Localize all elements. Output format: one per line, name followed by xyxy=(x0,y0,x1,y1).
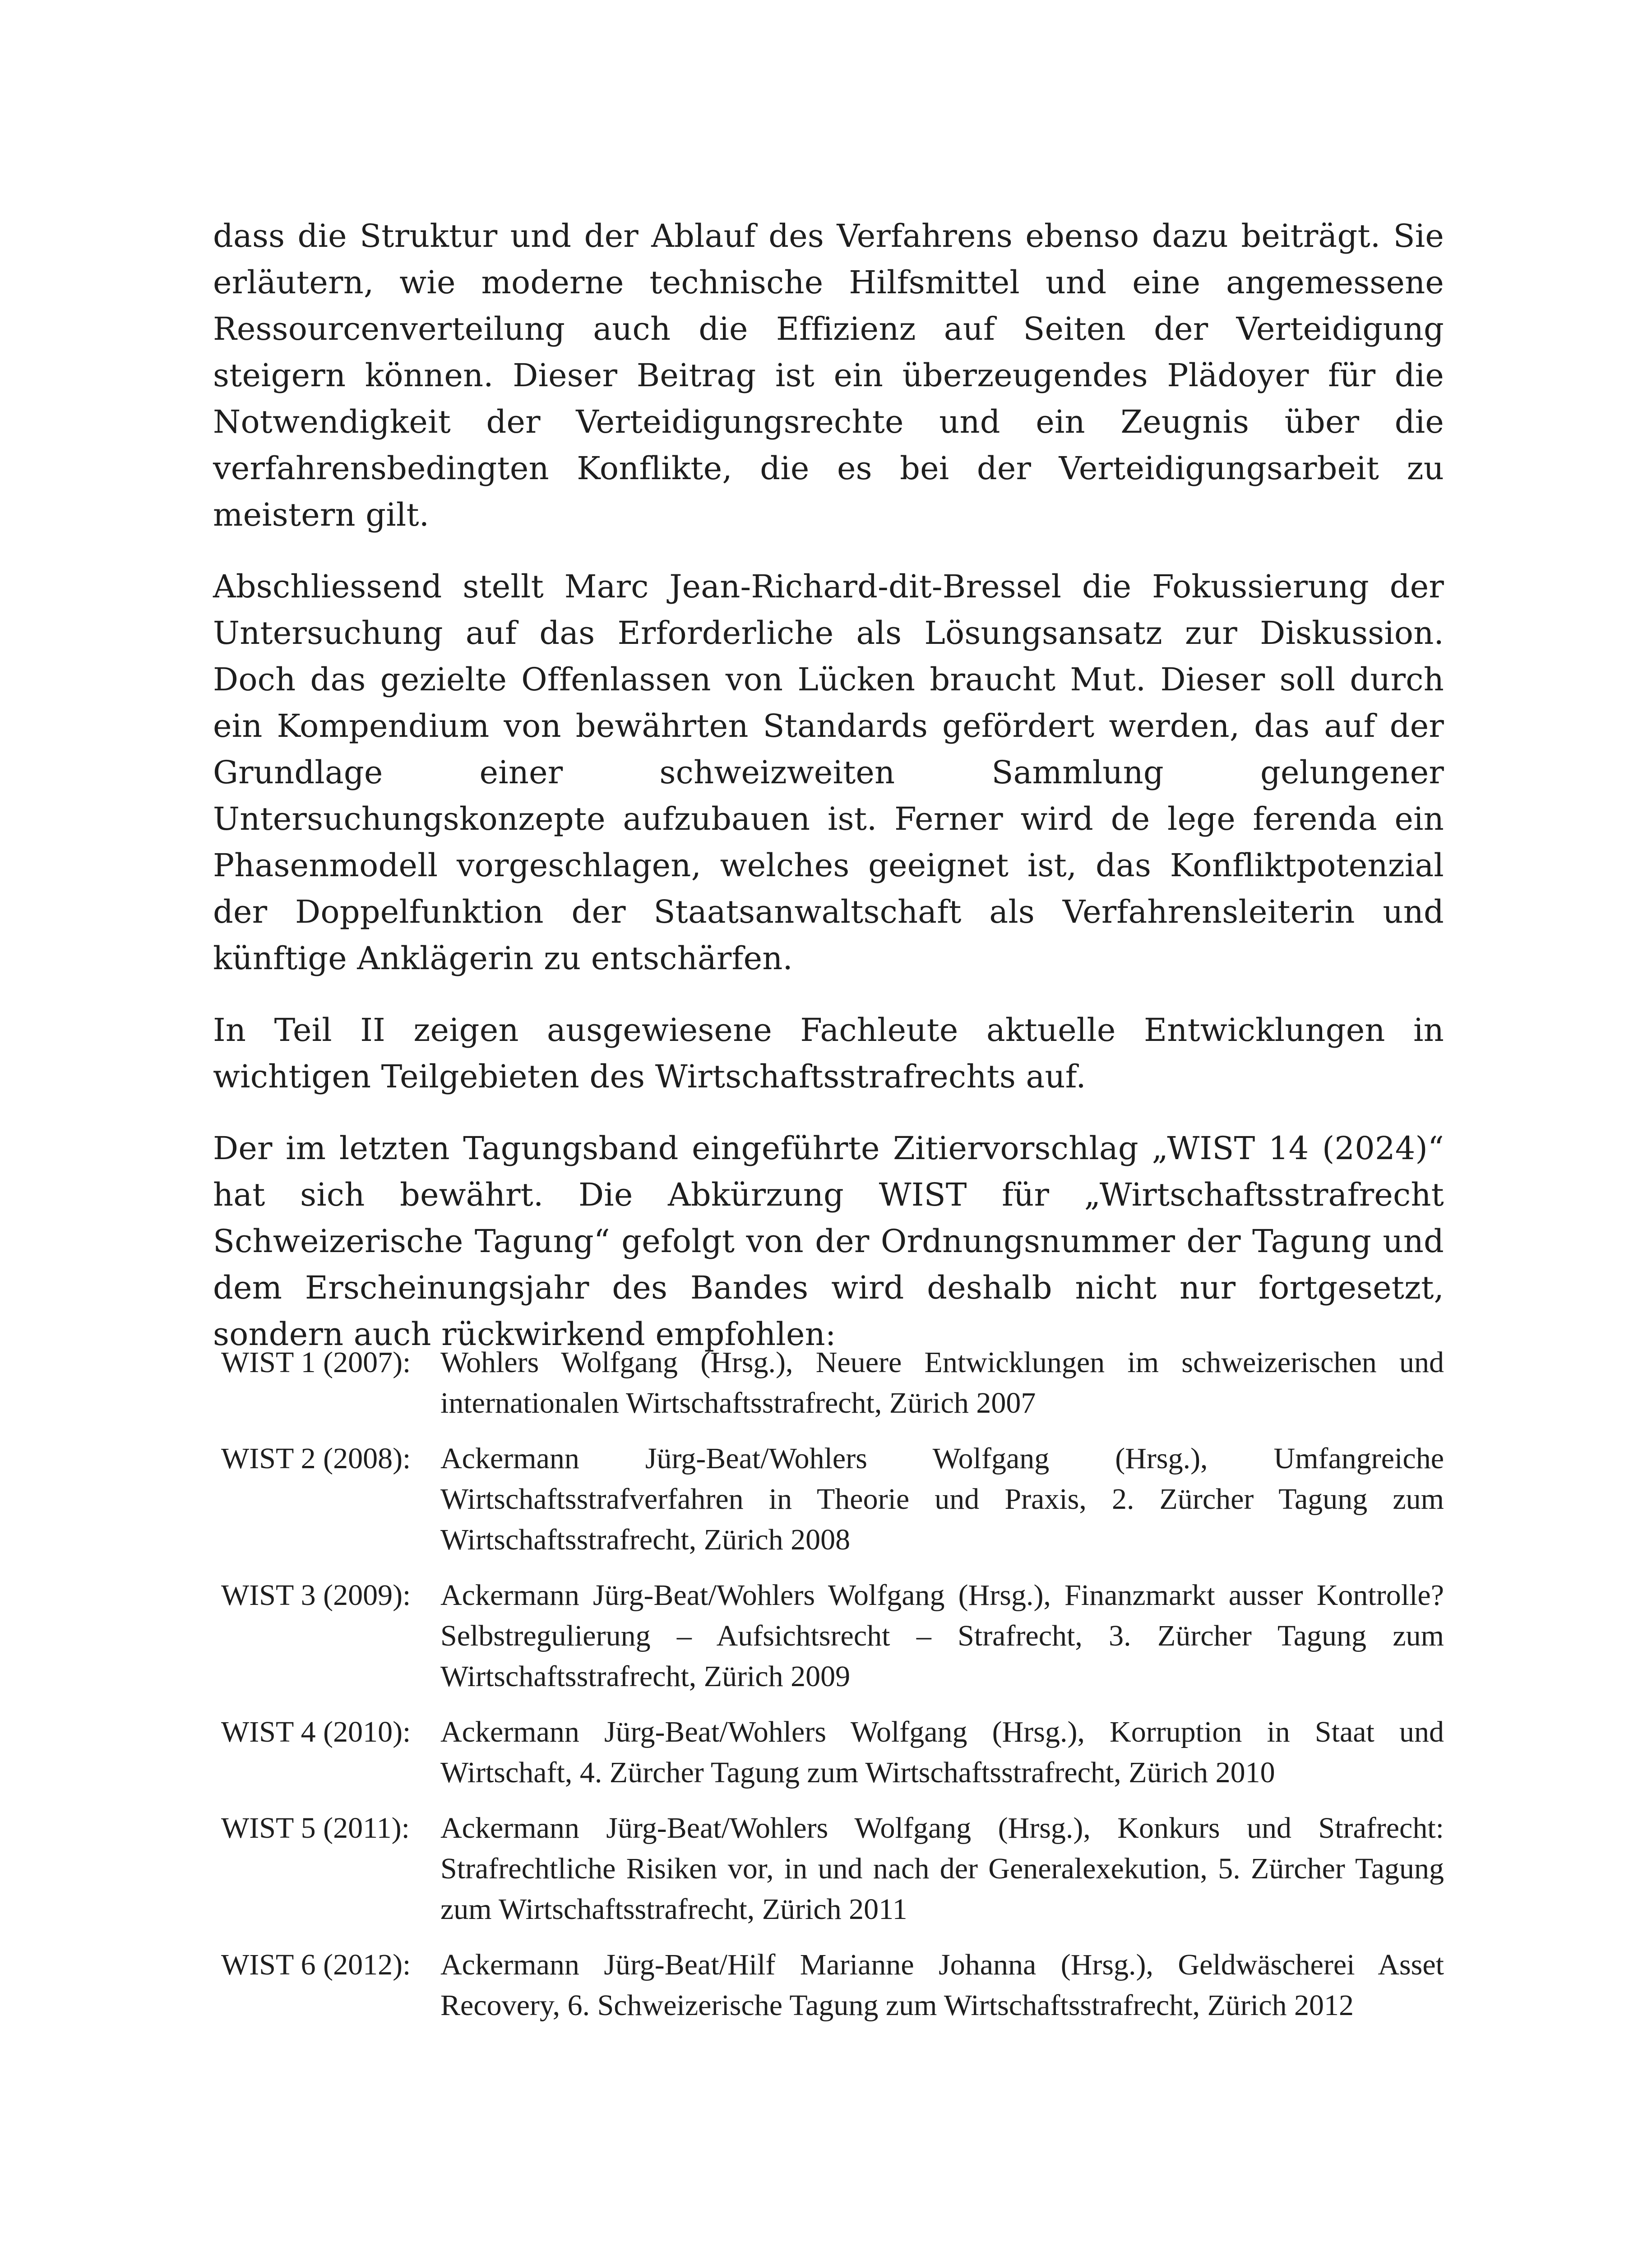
reference-item xyxy=(221,1808,1444,1930)
reference-item xyxy=(221,1575,1444,1697)
reference-list xyxy=(221,1342,1444,2041)
reference-key: WIST 5 (2011): xyxy=(221,1812,410,1845)
paragraph-1: dass die Struktur und der Ablauf des Verfahrens ebenso dazu beiträgt. Sie erläutern, wie moderne technische Hilfsmittel und eine angemessene Ressourcenverteilung auch die Effizienz auf Seiten der Verteidigung steigern können. Dieser Beitrag ist ein überzeugendes Plädoyer für die Notwendigkeit der Verteidigungsrechte und ein Zeugnis über die verfahrensbedingten Konflikte, die es bei der Verteidigungsarbeit zu meistern gilt. xyxy=(213,217,1444,533)
reference-key: WIST 3 (2009): xyxy=(221,1579,411,1612)
reference-key: WIST 6 (2012): xyxy=(221,1948,411,1981)
reference-text: Ackermann Jürg-Beat/Wohlers Wolfgang (Hrsg.), Korruption in Staat und Wirtschaft, 4. Zürcher Tagung zum Wirtschaftsstrafrecht, Zürich 2010 xyxy=(440,1715,1444,1789)
reference-text: Ackermann Jürg-Beat/Wohlers Wolfgang (Hrsg.), Konkurs und Strafrecht: Strafrechtliche Risiken vor, in und nach der Generalexekution, 5. Zürcher Tagung zum Wirtschaftsstrafrecht, Zürich 2011 xyxy=(440,1812,1444,1926)
reference-text: Ackermann Jürg-Beat/Wohlers Wolfgang (Hrsg.), Umfangreiche Wirtschaftsstrafverfahren in Theorie und Praxis, 2. Zürcher Tagung zum Wirtschaftsstrafrecht, Zürich 2008 xyxy=(440,1442,1444,1556)
paragraph-2: Abschliessend stellt Marc Jean-Richard-dit-Bressel die Fokussierung der Untersuchung auf das Erforderliche als Lösungsansatz zur Diskussion. Doch das gezielte Offenlassen von Lücken braucht Mut. Dieser soll durch ein Kompendium von bewährten Standards gefördert werden, das auf der Grundlage einer schweizweiten Sammlung gelungener Untersuchungskonzepte aufzubauen ist. Ferner wird de lege ferenda ein Phasenmodell vorgeschlagen, welches geeignet ist, das Konfliktpotenzial der Doppelfunktion der Staatsanwaltschaft als Verfahrensleiterin und künftige Anklägerin zu entschärfen. xyxy=(213,568,1444,977)
reference-key: WIST 4 (2010): xyxy=(221,1715,411,1748)
reference-item xyxy=(221,1945,1444,2026)
reference-key: WIST 2 (2008): xyxy=(221,1442,411,1475)
reference-item xyxy=(221,1342,1444,1424)
reference-item xyxy=(221,1438,1444,1560)
paragraph-4: Der im letzten Tagungsband eingeführte Zitiervorschlag „WIST 14 (2024)“ hat sich bewährt. Die Abkürzung WIST für „Wirtschaftsstrafrecht Schweizerische Tagung“ gefolgt von der Ordnungsnummer der Tagung und dem Erscheinungsjahr des Bandes wird deshalb nicht nur fortgesetzt, sondern auch rückwirkend empfohlen: xyxy=(213,1130,1444,1353)
reference-key: WIST 1 (2007): xyxy=(221,1346,411,1379)
paragraph-3: In Teil II zeigen ausgewiesene Fachleute aktuelle Entwicklungen in wichtigen Teilgebieten des Wirtschaftsstrafrechts auf. xyxy=(213,1012,1444,1095)
reference-text: Ackermann Jürg-Beat/Wohlers Wolfgang (Hrsg.), Finanzmarkt ausser Kontrolle? Selbstregulierung – Aufsichtsrecht – Strafrecht, 3. Zürcher Tagung zum Wirtschaftsstrafrecht, Zürich 2009 xyxy=(440,1579,1444,1693)
reference-text: Wohlers Wolfgang (Hrsg.), Neuere Entwicklungen im schweizerischen und internationalen Wirtschaftsstrafrecht, Zürich 2007 xyxy=(440,1346,1444,1419)
body-text xyxy=(213,213,1444,1383)
reference-item xyxy=(221,1712,1444,1793)
reference-text: Ackermann Jürg-Beat/Hilf Marianne Johanna (Hrsg.), Geldwäscherei Asset Recovery, 6. Schweizerische Tagung zum Wirtschaftsstrafrecht, Zürich 2012 xyxy=(440,1948,1444,2022)
